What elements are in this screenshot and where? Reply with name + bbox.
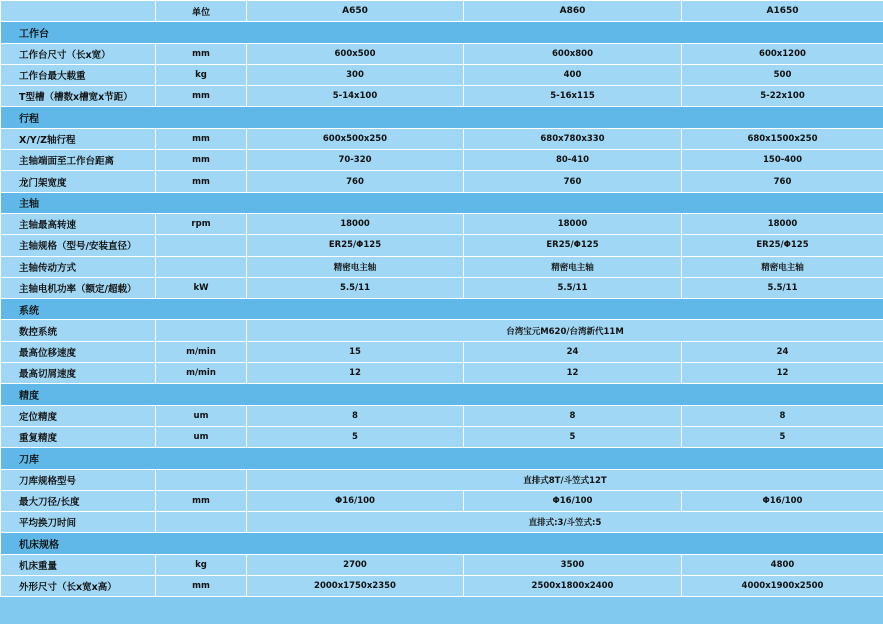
- row-value: 4000x1900x2500: [682, 576, 883, 597]
- row-value: 精密电主轴: [682, 256, 883, 277]
- row-value: 760: [464, 171, 682, 192]
- row-value: 600x800: [464, 43, 682, 64]
- row-label: 主轴传动方式: [1, 256, 156, 277]
- row-value: 5-16x115: [464, 86, 682, 107]
- row-unit: mm: [156, 576, 247, 597]
- row-unit: mm: [156, 150, 247, 171]
- table-row: [1, 512, 883, 533]
- row-value: 8: [682, 405, 883, 426]
- section-title: 系统: [1, 299, 883, 320]
- row-unit: kg: [156, 64, 247, 85]
- row-value: 12: [464, 363, 682, 384]
- row-unit: [156, 235, 247, 256]
- row-value: 5.5/11: [247, 277, 464, 298]
- row-label: 主轴电机功率（额定/超载）: [1, 277, 156, 298]
- row-unit: mm: [156, 43, 247, 64]
- row-label: 工作台尺寸（长x宽）: [1, 43, 156, 64]
- header-model-a860: A860: [464, 1, 682, 22]
- row-label: 龙门架宽度: [1, 171, 156, 192]
- row-label: 外形尺寸（长x宽x高）: [1, 576, 156, 597]
- row-label: 主轴最高转速: [1, 213, 156, 234]
- table-row: [1, 576, 883, 597]
- section-row: [1, 22, 883, 43]
- section-row: [1, 299, 883, 320]
- row-unit: mm: [156, 86, 247, 107]
- row-value: 5-22x100: [682, 86, 883, 107]
- row-label: 最高位移速度: [1, 341, 156, 362]
- row-value: 18000: [464, 213, 682, 234]
- table-row: [1, 363, 883, 384]
- row-label: 数控系统: [1, 320, 156, 341]
- row-unit: [156, 512, 247, 533]
- row-value: 3500: [464, 554, 682, 575]
- row-label: 主轴端面至工作台距离: [1, 150, 156, 171]
- row-value: 500: [682, 64, 883, 85]
- row-value: Φ16/100: [682, 490, 883, 511]
- row-value: 15: [247, 341, 464, 362]
- row-unit: kg: [156, 554, 247, 575]
- row-label: 工作台最大载重: [1, 64, 156, 85]
- row-value: 4800: [682, 554, 883, 575]
- section-row: [1, 192, 883, 213]
- header-unit: 单位: [156, 1, 247, 22]
- row-unit: [156, 256, 247, 277]
- row-value: 精密电主轴: [247, 256, 464, 277]
- row-value: 680x1500x250: [682, 128, 883, 149]
- row-unit: mm: [156, 128, 247, 149]
- row-value-merged: 直排式8T/斗笠式12T: [247, 469, 883, 490]
- row-value: 24: [682, 341, 883, 362]
- section-title: 主轴: [1, 192, 883, 213]
- row-value: 760: [247, 171, 464, 192]
- row-value: 680x780x330: [464, 128, 682, 149]
- row-value: 600x1200: [682, 43, 883, 64]
- table-row: [1, 490, 883, 511]
- table-row: [1, 405, 883, 426]
- row-unit: mm: [156, 490, 247, 511]
- table-row: [1, 213, 883, 234]
- header-model-a650: A650: [247, 1, 464, 22]
- row-value: 12: [247, 363, 464, 384]
- row-unit: mm: [156, 171, 247, 192]
- row-unit: um: [156, 405, 247, 426]
- row-unit: um: [156, 426, 247, 447]
- row-value: 5.5/11: [464, 277, 682, 298]
- row-value: 80-410: [464, 150, 682, 171]
- table-row: [1, 171, 883, 192]
- section-title: 工作台: [1, 22, 883, 43]
- row-value: ER25/Φ125: [682, 235, 883, 256]
- row-value: ER25/Φ125: [464, 235, 682, 256]
- row-value: 400: [464, 64, 682, 85]
- row-label: 最大刀径/长度: [1, 490, 156, 511]
- table-row: [1, 235, 883, 256]
- row-value: 70-320: [247, 150, 464, 171]
- row-unit: [156, 469, 247, 490]
- row-unit: m/min: [156, 341, 247, 362]
- row-value: 2700: [247, 554, 464, 575]
- row-value: Φ16/100: [247, 490, 464, 511]
- row-value: 12: [682, 363, 883, 384]
- section-title: 刀库: [1, 448, 883, 469]
- table-row: [1, 277, 883, 298]
- row-value-merged: 直排式:3/斗笠式:5: [247, 512, 883, 533]
- table-row: [1, 554, 883, 575]
- row-value: 5: [464, 426, 682, 447]
- section-title: 机床规格: [1, 533, 883, 554]
- row-unit: m/min: [156, 363, 247, 384]
- row-label: 刀库规格型号: [1, 469, 156, 490]
- row-value: 760: [682, 171, 883, 192]
- row-unit: kW: [156, 277, 247, 298]
- table-row: [1, 150, 883, 171]
- table-row: [1, 128, 883, 149]
- table-row: [1, 43, 883, 64]
- table-row: [1, 320, 883, 341]
- row-value: 18000: [247, 213, 464, 234]
- row-value: 5.5/11: [682, 277, 883, 298]
- row-value: 18000: [682, 213, 883, 234]
- row-label: 最高切屑速度: [1, 363, 156, 384]
- section-row: [1, 448, 883, 469]
- row-label: 定位精度: [1, 405, 156, 426]
- row-value: Φ16/100: [464, 490, 682, 511]
- row-value: ER25/Φ125: [247, 235, 464, 256]
- row-value: 300: [247, 64, 464, 85]
- row-label: 重复精度: [1, 426, 156, 447]
- row-value: 150-400: [682, 150, 883, 171]
- table-row: [1, 426, 883, 447]
- table-row: [1, 256, 883, 277]
- table-body: [1, 22, 883, 597]
- row-label: X/Y/Z轴行程: [1, 128, 156, 149]
- section-row: [1, 533, 883, 554]
- row-value: 600x500x250: [247, 128, 464, 149]
- row-value-merged: 台湾宝元M620/台湾新代11M: [247, 320, 883, 341]
- table-row: [1, 341, 883, 362]
- header-param: [1, 1, 156, 22]
- row-unit: [156, 320, 247, 341]
- row-value: 精密电主轴: [464, 256, 682, 277]
- row-value: 8: [464, 405, 682, 426]
- table-row: [1, 469, 883, 490]
- row-value: 8: [247, 405, 464, 426]
- row-value: 5: [247, 426, 464, 447]
- section-title: 行程: [1, 107, 883, 128]
- row-value: 5-14x100: [247, 86, 464, 107]
- header-row: [1, 1, 883, 22]
- row-value: 5: [682, 426, 883, 447]
- header-model-a1650: A1650: [682, 1, 883, 22]
- row-label: 平均换刀时间: [1, 512, 156, 533]
- row-value: 2000x1750x2350: [247, 576, 464, 597]
- row-label: 机床重量: [1, 554, 156, 575]
- row-value: 24: [464, 341, 682, 362]
- section-row: [1, 107, 883, 128]
- table-row: [1, 86, 883, 107]
- row-label: 主轴规格（型号/安装直径）: [1, 235, 156, 256]
- section-title: 精度: [1, 384, 883, 405]
- row-unit: rpm: [156, 213, 247, 234]
- row-value: 2500x1800x2400: [464, 576, 682, 597]
- row-value: 600x500: [247, 43, 464, 64]
- table-row: [1, 64, 883, 85]
- row-label: T型槽（槽数x槽宽x节距）: [1, 86, 156, 107]
- section-row: [1, 384, 883, 405]
